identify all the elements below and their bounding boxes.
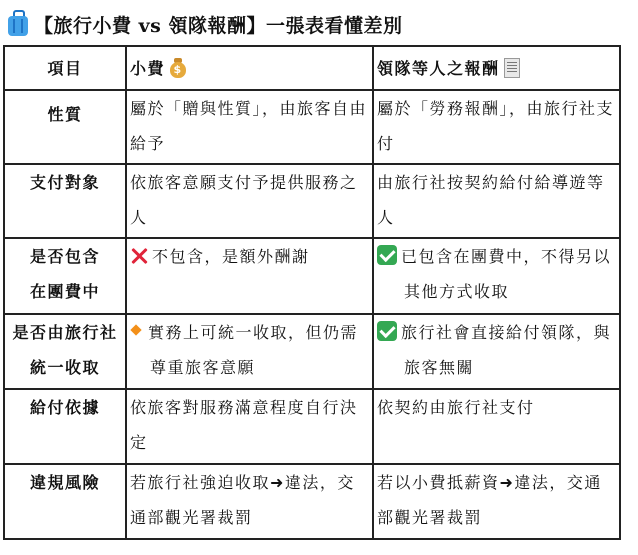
row-pay: 若以小費抵薪資➜違法，交通部觀光署裁罰 [373, 464, 620, 539]
row-pay: 屬於「勞務報酬」，由旅行社支付 [373, 90, 620, 164]
comparison-table [3, 45, 621, 540]
row-tip: 依旅客對服務滿意程度自行決定 [126, 389, 373, 464]
row-pay: 已包含在團費中，不得另以其他方式收取 [373, 238, 620, 314]
money-bag-icon [169, 58, 187, 78]
header-tip: 小費$ [126, 46, 373, 90]
table-row [4, 314, 620, 389]
row-tip: 屬於「贈與性質」，由旅客自由給予 [126, 90, 373, 164]
row-item: 違規風險 [4, 464, 126, 539]
table-row [4, 464, 620, 539]
row-item: 給付依據 [4, 389, 126, 464]
row-tip: 不包含，是額外酬謝 [126, 238, 373, 314]
page-title-text: 【旅行小費 vs 領隊報酬】一張表看懂差別 [34, 14, 403, 37]
table-header-row [4, 46, 620, 90]
page-title [6, 8, 402, 40]
row-item: 支付對象 [4, 164, 126, 238]
ledger-icon [504, 58, 520, 78]
row-tip: 實務上可統一收取，但仍需尊重旅客意願 [126, 314, 373, 389]
table-row [4, 389, 620, 464]
check-mark-icon [377, 321, 397, 341]
header-pay: 領隊等人之報酬 [373, 46, 620, 90]
row-pay: 依契約由旅行社支付 [373, 389, 620, 464]
row-tip: 依旅客意願支付予提供服務之人 [126, 164, 373, 238]
row-tip: 若旅行社強迫收取➜違法，交通部觀光署裁罰 [126, 464, 373, 539]
row-pay: 旅行社會直接給付領隊，與旅客無關 [373, 314, 620, 389]
header-item: 項目 [4, 46, 126, 90]
luggage-icon [6, 10, 30, 38]
table-row [4, 90, 620, 164]
row-item: 是否由旅行社統一收取 [4, 314, 126, 389]
row-pay: 由旅行社按契約給付給導遊等人 [373, 164, 620, 238]
row-item: 性質 [4, 90, 126, 164]
check-mark-icon [377, 245, 397, 265]
orange-diamond-icon [130, 324, 141, 335]
table-row [4, 164, 620, 238]
cross-mark-icon [130, 247, 148, 265]
table-row [4, 238, 620, 314]
row-item: 是否包含在團費中 [4, 238, 126, 314]
